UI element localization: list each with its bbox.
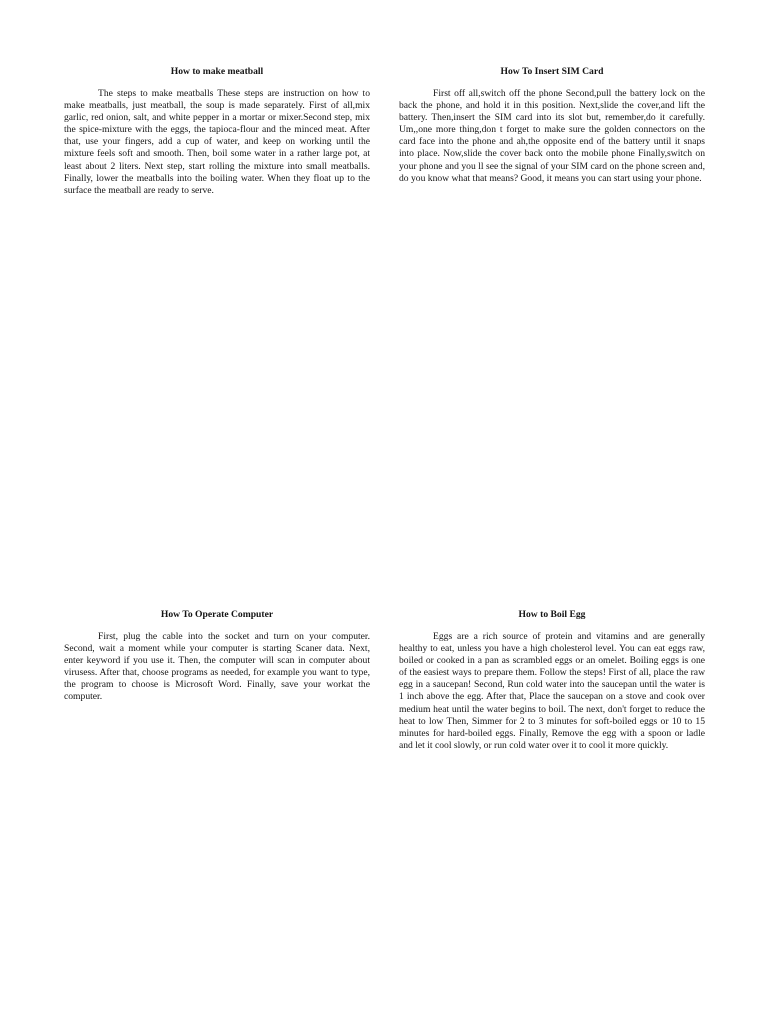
section-how-to-insert-sim-card [399,66,705,185]
section-title: How to Boil Egg [518,609,586,620]
section-how-to-operate-computer [64,609,370,704]
section-how-to-boil-egg [399,609,705,752]
section-body: The steps to make meatballs These steps are instruction on how to make meatballs, just meatball, the soup is made separately. First of all,mix garlic, red onion, salt, and white pepper in a mortar or mixer.Second step, mix the spice-mixture with the eggs, the tapioca-flour and the minced meat. After that, use your fingers, add a cup of water, and keep on working until the mixture feels soft and smooth. Then, boil some water in a rather large pot, at least about 2 liters. Next step, start rolling the mixture into small meatballs. Finally, lower the meatballs into the boiling water. When they float up to the surface the meatball are ready to serve. [64,88,370,196]
section-body: First, plug the cable into the socket and turn on your computer. Second, wait a moment while your computer is starting Scaner data. Next, enter keyword if you use it. Then, the computer will scan in computer about virusess. After that, choose programs as needed, for example you want to type, the program to choose is Microsoft Word. Finally, save your workat the computer. [64,631,370,703]
section-title: How To Insert SIM Card [500,66,604,77]
section-body: First off all,switch off the phone Second,pull the battery lock on the back the phone, and hold it in this position. Next,slide the cover,and lift the battery. Then,insert the SIM card into its slot but, remember,do it carefully. Um,,one more thing,don t forget to make sure the golden connectors on the card face into the phone and ah,the opposite end of the battery until it snaps into place. Now,slide the cover back onto the mobile phone Finally,switch on your phone and you ll see the signal of your SIM card on the phone screen and, do you know what that means? Good, it means you can start using your phone. [399,88,705,184]
section-title: How To Operate Computer [160,609,274,620]
section-how-to-make-meatball [64,66,370,197]
section-body: Eggs are a rich source of protein and vitamins and are generally healthy to eat, unless you have a high cholesterol level. You can eat eggs raw, boiled or cooked in a pan as scrambled eggs or an omelet. Boiling eggs is one of the easiest ways to prepare them. Follow the steps! First of all, place the raw egg in a saucepan! Second, Run cold water into the saucepan until the water is 1 inch above the egg. After that, Place the saucepan on a stove and cook over medium heat until the water begins to boil. The next, don't forget to reduce the heat to low Then, Simmer for 2 to 3 minutes for soft-boiled eggs or 10 to 15 minutes for hard-boiled eggs. Finally, Remove the egg with a spoon or ladle and let it cool slowly, or run cold water over it to cool it more quickly. [399,631,705,751]
section-title: How to make meatball [170,66,264,77]
